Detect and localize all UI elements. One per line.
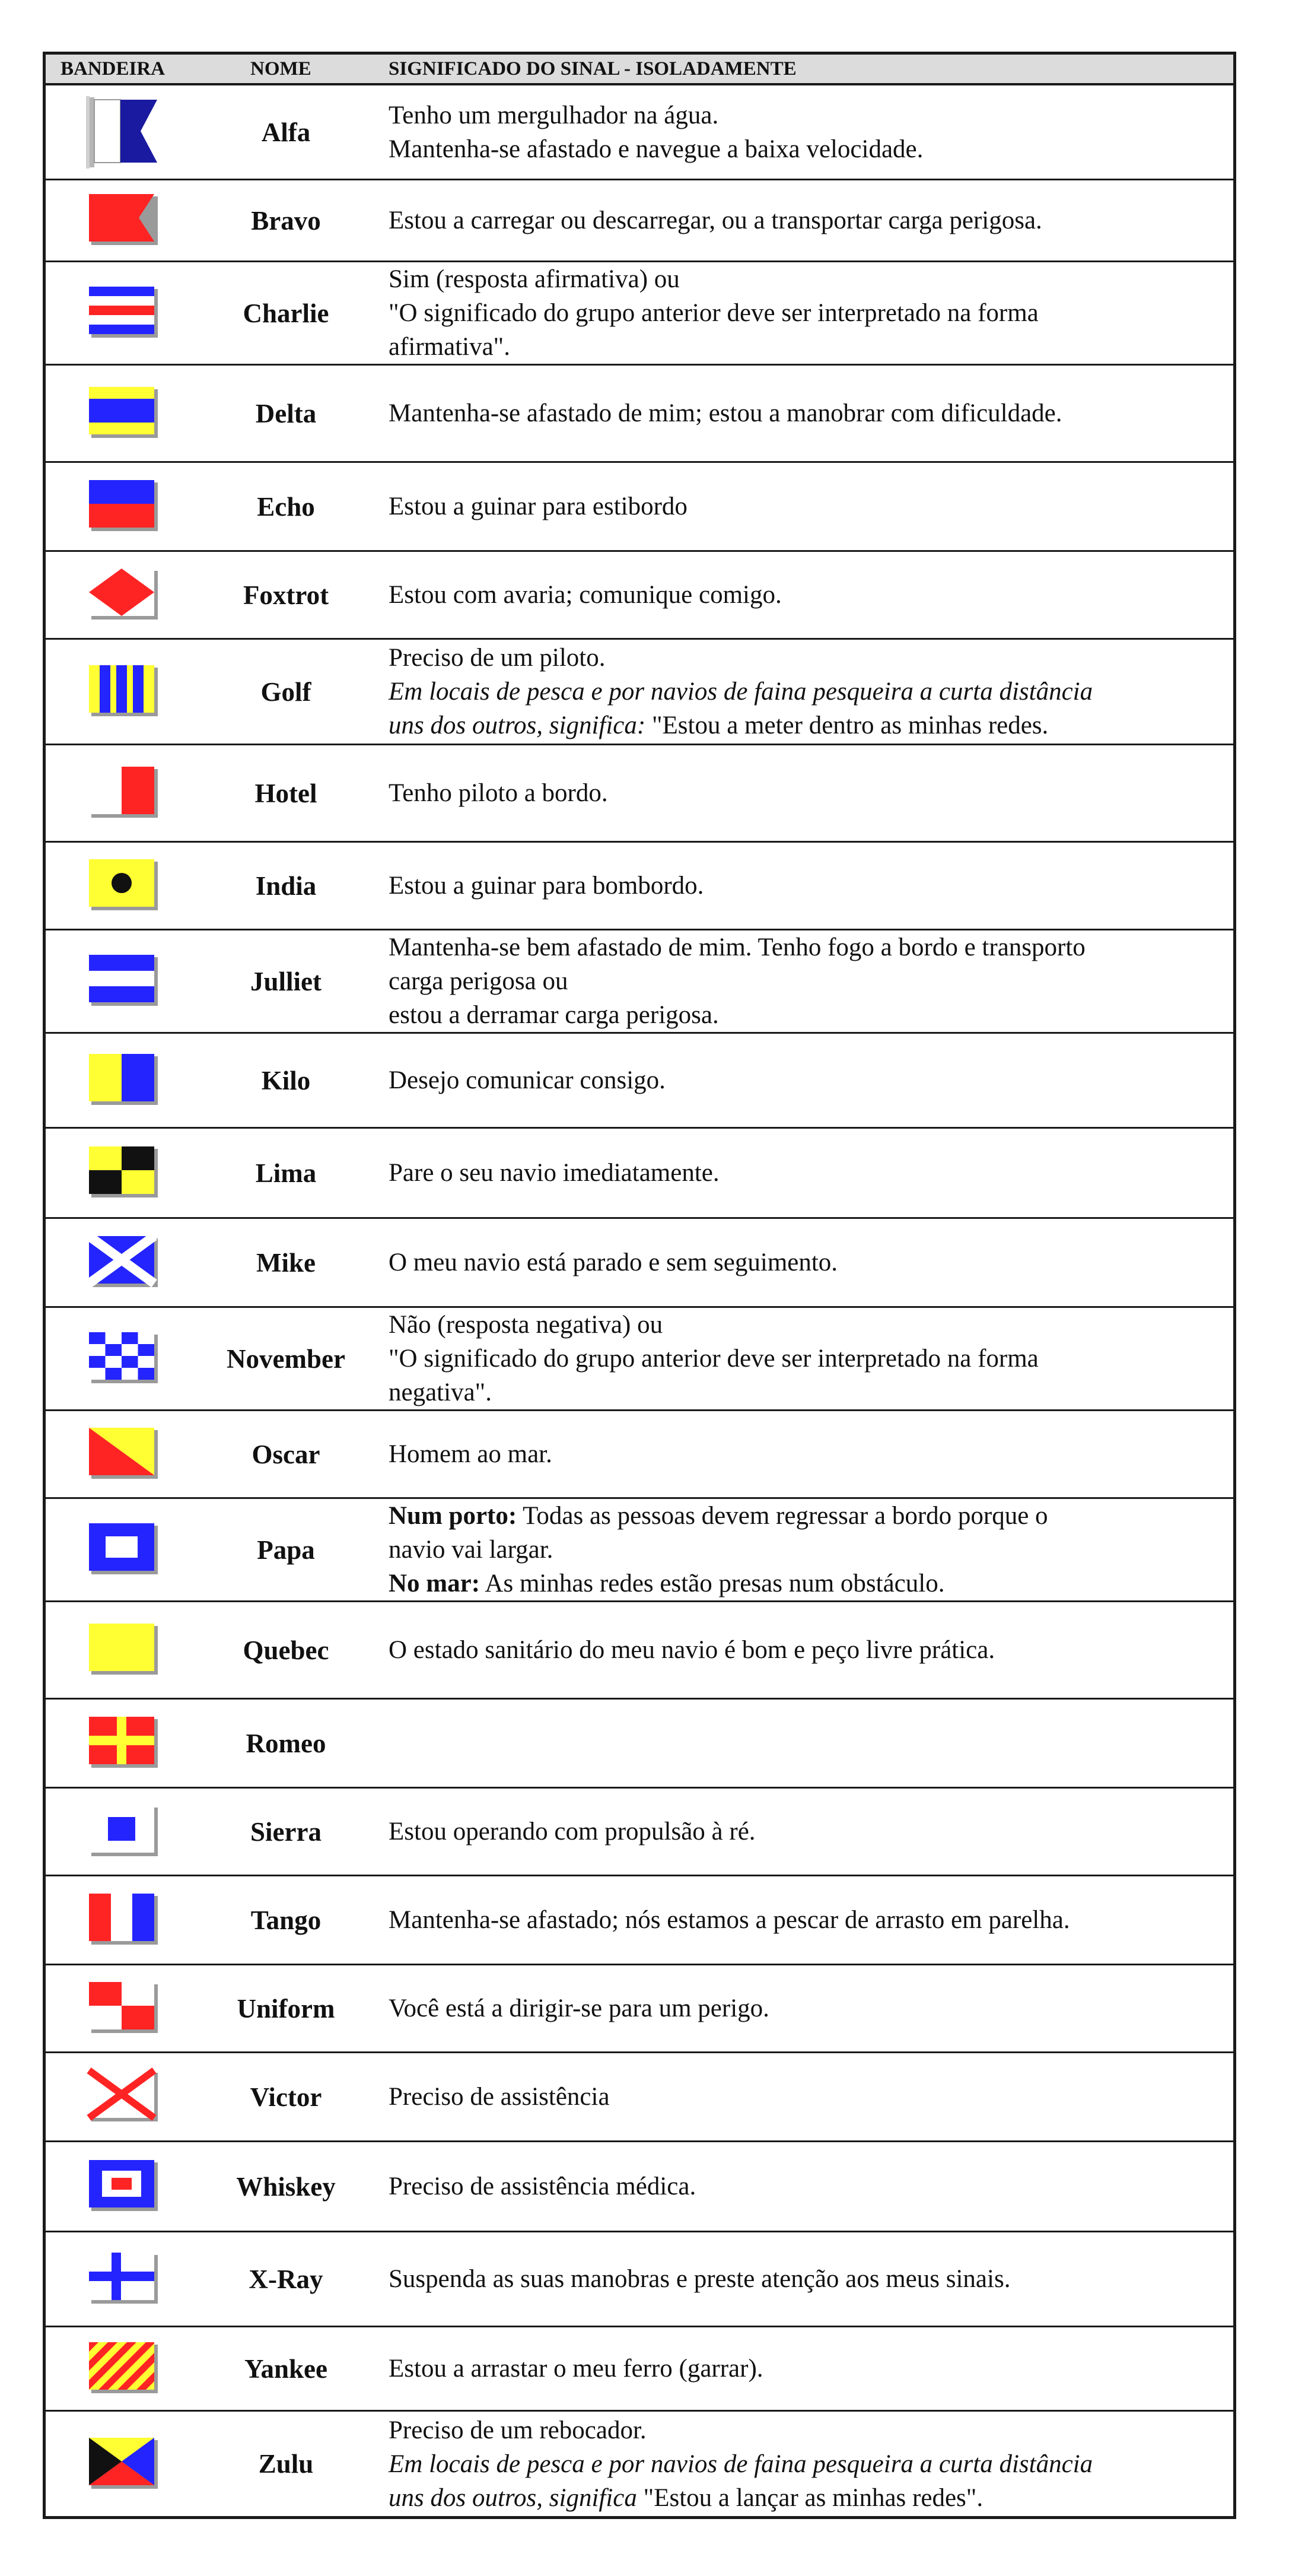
flag-name: Quebec (243, 1635, 329, 1665)
flag-name: Charlie (243, 298, 329, 328)
signal-meaning: Sim (resposta afirmativa) ou "O significado do grupo anterior deve ser interpretado na forma afirmativa". (389, 265, 1039, 361)
flag-name: Delta (255, 398, 317, 428)
flag-hotel-icon (46, 762, 200, 824)
flag-yankee-icon (46, 2337, 200, 2400)
signal-meaning: Estou com avaria; comunique comigo. (389, 581, 782, 609)
flag-name: Echo (257, 491, 315, 522)
table-row (46, 1965, 1233, 2053)
signal-meaning: Suspenda as suas manobras e preste atenção aos meus sinais. (389, 2265, 1011, 2293)
table-row (46, 745, 1233, 843)
flag-victor-icon (46, 2066, 200, 2128)
signal-meaning: Preciso de um piloto. Em locais de pesca e por navios de faina pesqueira a curta distância uns dos outros, significa: "Estou a meter dentro as minhas redes. (389, 644, 1093, 739)
signal-meaning: Estou a arrastar o meu ferro (garrar). (389, 2355, 763, 2383)
table-row (46, 930, 1233, 1034)
table-row (46, 1876, 1233, 1965)
flag-julliet-icon (46, 950, 200, 1012)
flag-name: Bravo (251, 205, 321, 236)
signal-meaning: Desejo comunicar consigo. (389, 1066, 666, 1094)
table-row (46, 640, 1233, 745)
flag-name: Lima (255, 1158, 317, 1188)
flag-name: Tango (250, 1905, 322, 1935)
flag-sierra-icon (46, 1800, 200, 1863)
header-name: NOME (250, 58, 311, 80)
signal-meaning: Homem ao mar. (389, 1440, 552, 1468)
table-row (46, 1789, 1233, 1876)
flag-alfa-icon (46, 94, 200, 171)
flag-charlie-icon (46, 282, 200, 344)
signal-meaning: Num porto: Todas as pessoas devem regressar a bordo porque o navio vai largar. No mar: As minhas redes estão presas num obstáculo. (389, 1502, 1048, 1597)
table-row (46, 1034, 1233, 1129)
flag-name: Zulu (258, 2449, 314, 2479)
flag-xray-icon (46, 2248, 200, 2310)
flag-romeo-icon (46, 1712, 200, 1774)
signal-meaning: Preciso de assistência médica. (389, 2172, 696, 2200)
signal-meaning: Preciso de assistência (389, 2083, 610, 2111)
table-row (46, 843, 1233, 930)
table-row (46, 1499, 1233, 1602)
flag-november-icon (46, 1327, 200, 1390)
header-flag: BANDEIRA (61, 58, 165, 80)
table-row (46, 262, 1233, 366)
flag-name: Alfa (261, 117, 311, 147)
flag-name: X-Ray (249, 2264, 323, 2294)
signal-meaning: Preciso de um rebocador. Em locais de pesca e por navios de faina pesqueira a curta distância uns dos outros, significa "Estou a lançar as minhas redes". (389, 2416, 1093, 2512)
table-row (46, 1129, 1233, 1219)
flag-name: Victor (250, 2082, 322, 2112)
flag-name: Romeo (246, 1728, 326, 1758)
flag-kilo-icon (46, 1049, 200, 1111)
flag-oscar-icon (46, 1423, 200, 1485)
flag-name: India (255, 871, 317, 901)
table-row (46, 1219, 1233, 1308)
signal-meaning: Não (resposta negativa) ou "O significado do grupo anterior deve ser interpretado na forma negativa". (389, 1311, 1039, 1406)
table-row (46, 2142, 1233, 2232)
flag-delta-icon (46, 382, 200, 444)
table-row (46, 2053, 1233, 2142)
flag-mike-icon (46, 1231, 200, 1294)
table-row (46, 1308, 1233, 1411)
flag-uniform-icon (46, 1977, 200, 2040)
table-row (46, 1700, 1233, 1789)
signal-meaning: Estou a guinar para bombordo. (389, 872, 704, 900)
header-meaning: SIGNIFICADO DO SINAL - ISOLADAMENTE (389, 58, 797, 80)
signal-meaning: Mantenha-se afastado de mim; estou a manobrar com dificuldade. (389, 399, 1062, 427)
table-row (46, 463, 1233, 552)
table-row (46, 552, 1233, 640)
signal-meaning: O estado sanitário do meu navio é bom e peço livre prática. (389, 1636, 995, 1664)
flag-name: Papa (257, 1535, 315, 1565)
signal-meaning: Tenho piloto a bordo. (389, 779, 608, 807)
signal-meaning: Mantenha-se bem afastado de mim. Tenho fogo a bordo e transporto carga perigosa ou estou a derramar carga perigosa. (389, 933, 1086, 1029)
signal-meaning: Estou a guinar para estibordo (389, 493, 688, 520)
signal-meaning: Pare o seu navio imediatamente. (389, 1159, 720, 1187)
flag-echo-icon (46, 475, 200, 538)
table-row (46, 2327, 1233, 2412)
table-header (46, 55, 1233, 85)
table-row (46, 1411, 1233, 1499)
flag-name: Mike (256, 1247, 316, 1278)
flag-name: Kilo (261, 1065, 311, 1095)
flag-name: Oscar (252, 1439, 320, 1469)
flag-foxtrot-icon (46, 564, 200, 626)
flag-name: Whiskey (236, 2171, 336, 2202)
flag-name: Uniform (237, 1993, 335, 2024)
flag-zulu-icon (46, 2433, 200, 2495)
signal-meaning: O meu navio está parado e sem seguimento. (389, 1249, 838, 1276)
signal-flags-table (43, 52, 1236, 2519)
flag-name: Sierra (250, 1816, 322, 1847)
flag-quebec-icon (46, 1619, 200, 1681)
flag-papa-icon (46, 1519, 200, 1581)
flag-bravo-icon (46, 189, 200, 252)
flag-tango-icon (46, 1889, 200, 1951)
signal-meaning: Tenho um mergulhador na água. Mantenha-se afastado e navegue a baixa velocidade. (389, 101, 924, 163)
flag-name: November (227, 1343, 345, 1374)
table-row (46, 1602, 1233, 1700)
flag-name: Hotel (254, 778, 317, 808)
table-row (46, 2412, 1233, 2516)
signal-meaning: Estou a carregar ou descarregar, ou a transportar carga perigosa. (389, 207, 1042, 234)
flag-india-icon (46, 855, 200, 917)
table-row (46, 366, 1233, 463)
signal-meaning: Mantenha-se afastado; nós estamos a pescar de arrasto em parelha. (389, 1906, 1070, 1934)
flag-lima-icon (46, 1142, 200, 1204)
table-row (46, 85, 1233, 180)
flag-name: Foxtrot (243, 580, 329, 610)
flag-name: Julliet (250, 966, 322, 996)
flag-golf-icon (46, 660, 200, 723)
flag-whiskey-icon (46, 2155, 200, 2218)
signal-meaning: Você está a dirigir-se para um perigo. (389, 1994, 769, 2022)
flag-name: Yankee (244, 2353, 327, 2384)
table-row (46, 2232, 1233, 2327)
table-row (46, 180, 1233, 262)
signal-meaning: Estou operando com propulsão à ré. (389, 1818, 756, 1846)
flag-name: Golf (260, 676, 311, 707)
